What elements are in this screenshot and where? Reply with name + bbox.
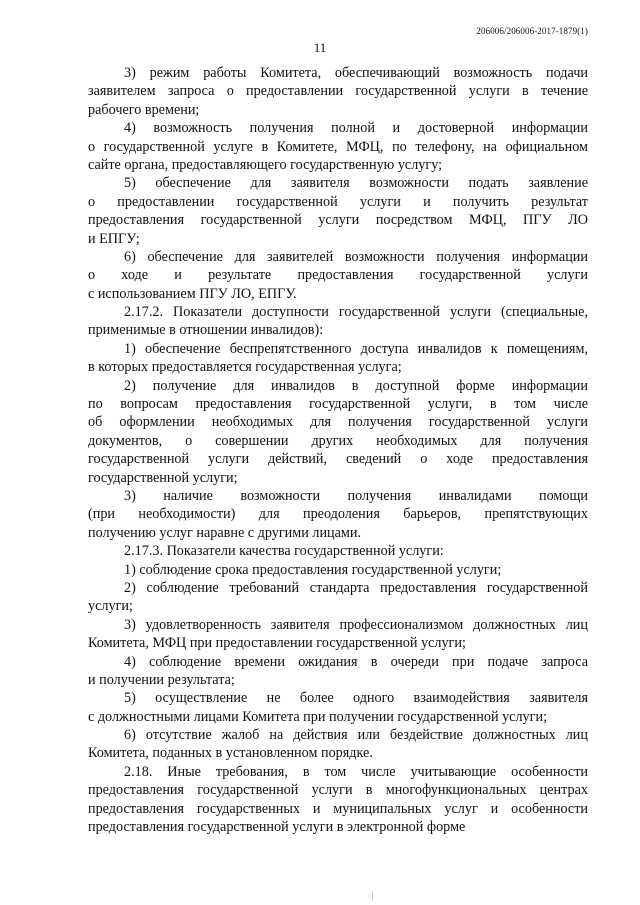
text-line: и ЕПГУ;	[88, 230, 140, 247]
text-line: получению услуг наравне с другими лицами.	[88, 524, 362, 541]
text-line: 6) обеспечение для заявителей возможности получения информации	[124, 248, 588, 265]
text-line: (при необходимости) для преодоления барьеров, препятствующих	[88, 506, 588, 523]
text-line: государственной услуги действий, сведений о ходе предоставления	[88, 451, 588, 468]
text-line: о ходе и результате предоставления государственной услуги	[88, 267, 588, 284]
text-line: 1) обеспечение беспрепятственного доступа инвалидов к помещениям,	[124, 340, 588, 357]
text-line: 4) соблюдение времени ожидания в очереди при подаче запроса	[124, 653, 588, 670]
document-id: 206006/206006-2017-1879(1)	[476, 26, 588, 36]
text-line: Комитета, поданных в установленном порядке.	[88, 745, 373, 762]
text-line: 5) осуществление не более одного взаимодействия заявителя	[124, 690, 588, 707]
text-line: Комитета, МФЦ при предоставлении государственной услуги;	[88, 635, 466, 652]
text-line: 4) возможность получения полной и достоверной информации	[124, 120, 588, 137]
text-line: с использованием ПГУ ЛО, ЕПГУ.	[88, 285, 297, 302]
text-line: и получении результата;	[88, 671, 235, 688]
text-line: документов, о совершении других необходимых для получения	[88, 432, 588, 449]
text-line: в которых предоставляется государственная услуга;	[88, 359, 402, 376]
text-line: 2) соблюдение требований стандарта предоставления государственной	[124, 579, 588, 596]
text-line: 3) режим работы Комитета, обеспечивающий возможность подачи	[124, 65, 588, 81]
text-line: предоставления государственной услуги посредством МФЦ, ПГУ ЛО	[88, 212, 588, 229]
text-line: сайте органа, предоставляющего государственную услугу;	[88, 156, 443, 173]
text-line: 2) получение для инвалидов в доступной форме информации	[124, 377, 588, 394]
text-line: 2.18. Иные требования, в том числе учитывающие особенности	[124, 763, 588, 780]
text-line: предоставления государственных и муниципальных услуг и особенности	[88, 800, 588, 817]
text-line: 2.17.2. Показатели доступности государственной услуги (специальные,	[124, 304, 588, 321]
text-line: применимые в отношении инвалидов):	[88, 322, 324, 339]
document-body	[88, 64, 588, 836]
text-line: заявителем запроса о предоставлении государственной услуги в течение	[88, 83, 588, 100]
text-line: предоставления государственной услуги в электронной форме	[88, 819, 466, 836]
scan-mark	[372, 891, 373, 901]
text-line: 3) удовлетворенность заявителя профессионализмом должностных лиц	[124, 616, 588, 633]
text-line: с должностными лицами Комитета при получении государственной услуги;	[88, 708, 548, 725]
text-line: государственной услуги;	[88, 469, 238, 486]
text-line: об оформлении необходимых для получения государственной услуги	[88, 414, 588, 431]
page-number: 11	[313, 40, 327, 55]
text-line: предоставления государственной услуги в многофункциональных центрах	[88, 782, 588, 799]
text-line: по вопросам предоставления государственной услуги, в том числе	[88, 396, 588, 413]
text-line: 1) соблюдение срока предоставления государственной услуги;	[124, 561, 502, 578]
text-line: 5) обеспечение для заявителя возможности подать заявление	[124, 175, 588, 192]
text-line: 6) отсутствие жалоб на действия или бездействие должностных лиц	[124, 727, 588, 744]
text-line: о предоставлении государственной услуги и получить результат	[88, 193, 588, 210]
text-line: рабочего времени;	[88, 101, 200, 118]
text-line: 2.17.3. Показатели качества государственной услуги:	[124, 543, 444, 560]
text-line: о государственной услуге в Комитете, МФЦ, по телефону, на официальном	[88, 138, 588, 155]
text-line: 3) наличие возможности получения инвалидами помощи	[124, 487, 588, 504]
text-line: услуги;	[88, 598, 133, 615]
